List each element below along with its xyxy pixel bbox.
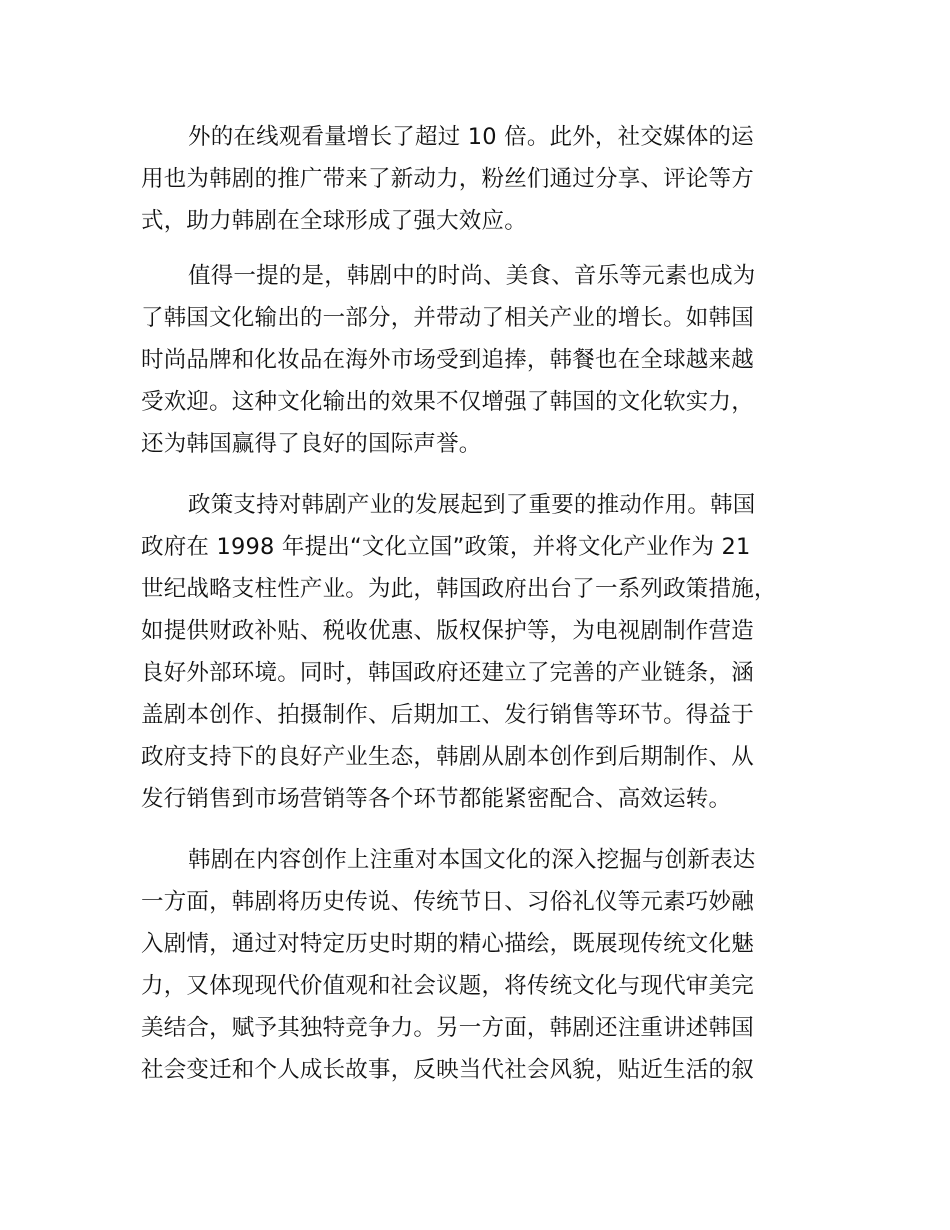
text-line: 力，又体现现代价值观和社会议题，将传统文化与现代审美完	[141, 973, 754, 999]
text-line: 发行销售到市场营销等各个环节都能紧密配合、高效运转。	[141, 786, 732, 812]
text-line: 美结合，赋予其独特竞争力。另一方面，韩剧还注重讲述韩国	[141, 1015, 754, 1041]
text-line: 政府在 1998 年提出“文化立国”政策，并将文化产业作为 21	[141, 534, 751, 560]
text-line: 政策支持对韩剧产业的发展起到了重要的推动作用。韩国	[188, 492, 756, 518]
text-line: 外的在线观看量增长了超过 10 倍。此外，社交媒体的运	[188, 124, 754, 150]
text-line: 入剧情，通过对特定历史时期的精心描绘，既展现传统文化魅	[141, 931, 754, 957]
text-line: 了韩国文化输出的一部分，并带动了相关产业的增长。如韩国	[141, 305, 754, 331]
text-line: 还为韩国赢得了良好的国际声誉。	[141, 431, 482, 457]
text-line: 世纪战略支柱性产业。为此，韩国政府出台了一系列政策措施，	[141, 576, 777, 602]
text-line: 良好外部环境。同时，韩国政府还建立了完善的产业链条，涵	[141, 660, 754, 686]
text-line: 用也为韩剧的推广带来了新动力，粉丝们通过分享、评论等方	[141, 166, 754, 192]
text-line: 时尚品牌和化妆品在海外市场受到追捧，韩餐也在全球越来越	[141, 347, 754, 373]
text-line: 式，助力韩剧在全球形成了强大效应。	[141, 208, 527, 234]
text-line: 值得一提的是，韩剧中的时尚、美食、音乐等元素也成为	[188, 263, 756, 289]
text-line: 如提供财政补贴、税收优惠、版权保护等，为电视剧制作营造	[141, 618, 754, 644]
text-line: 盖剧本创作、拍摄制作、后期加工、发行销售等环节。得益于	[141, 702, 754, 728]
text-line: 政府支持下的良好产业生态，韩剧从剧本创作到后期制作、从	[141, 744, 754, 770]
text-line: 受欢迎。这种文化输出的效果不仅增强了韩国的文化软实力，	[141, 389, 754, 415]
text-line: 一方面，韩剧将历史传说、传统节日、习俗礼仪等元素巧妙融	[141, 889, 754, 915]
text-line: 社会变迁和个人成长故事，反映当代社会风貌，贴近生活的叙	[141, 1057, 754, 1083]
text-line: 韩剧在内容创作上注重对本国文化的深入挖掘与创新表达	[188, 847, 756, 873]
